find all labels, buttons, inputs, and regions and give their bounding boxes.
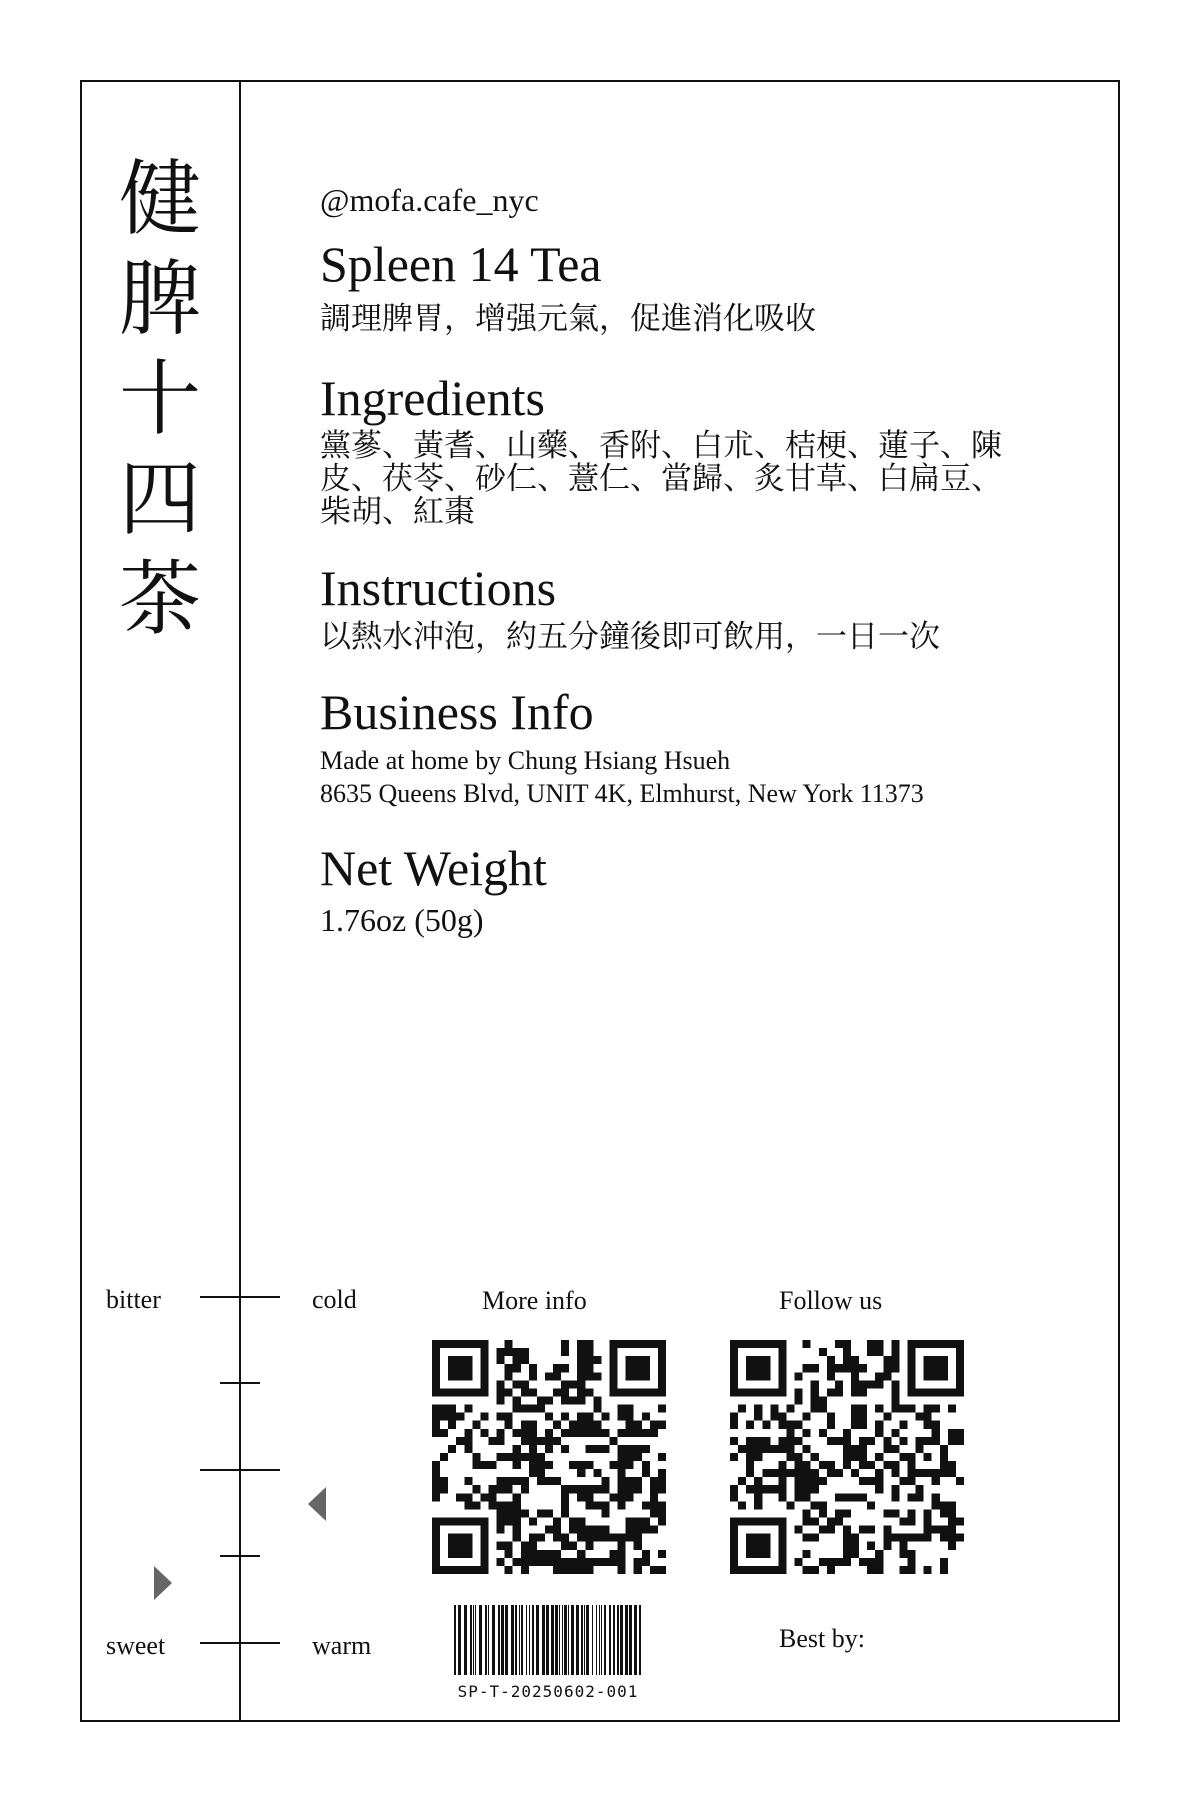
title-char: 四 [118,452,201,547]
title-char: 十 [118,352,201,447]
scale-tick-minor [220,1555,260,1557]
product-name: Spleen 14 Tea [320,236,602,292]
taste-level-marker [152,1565,174,1601]
instructions-heading: Instructions [320,560,557,616]
scale-tick-major [200,1296,280,1298]
title-char: 脾 [118,252,201,347]
business-line: Made at home by Chung Hsiang Hsueh [320,746,731,775]
scale-label-cold: cold [312,1285,357,1314]
net-weight-heading: Net Weight [320,840,547,896]
ingredients-line: 黨蔘、黃耆、山藥、香附、白朮、桔梗、蓮子、陳 [320,428,1002,464]
net-weight-value: 1.76oz (50g) [320,902,484,938]
title-char: 健 [118,152,201,247]
more-info-label: More info [482,1286,587,1315]
scale-label-sweet: sweet [106,1631,166,1660]
temperature-level-marker [306,1486,328,1522]
scale-label-bitter: bitter [106,1285,161,1314]
column-divider [239,80,241,1722]
follow-us-qr-code[interactable] [730,1340,964,1574]
business-heading: Business Info [320,684,594,740]
best-by-label: Best by: [779,1624,865,1653]
batch-code: SP-T-20250602-001 [457,1682,639,1701]
title-char: 茶 [118,552,201,647]
ingredients-list [320,430,1080,529]
vertical-title [100,150,220,650]
batch-barcode [452,1605,644,1675]
ingredients-line: 皮、茯苓、砂仁、薏仁、當歸、炙甘草、白扁豆、 [320,461,1002,497]
scale-tick-major [200,1642,280,1644]
ingredients-line: 柴胡、紅棗 [320,494,475,530]
instructions-text: 以熱水沖泡，約五分鐘後即可飲用，一日一次 [320,619,940,655]
more-info-qr-code[interactable] [432,1340,666,1574]
scale-tick-major [200,1469,280,1471]
scale-label-warm: warm [312,1631,372,1660]
follow-us-label: Follow us [779,1286,883,1315]
ingredients-heading: Ingredients [320,370,545,426]
social-handle: @mofa.cafe_nyc [320,182,539,218]
tagline: 調理脾胃，增强元氣，促進消化吸收 [320,301,816,337]
business-address: 8635 Queens Blvd, UNIT 4K, Elmhurst, New York 11373 [320,779,924,808]
scale-tick-minor [220,1382,260,1384]
